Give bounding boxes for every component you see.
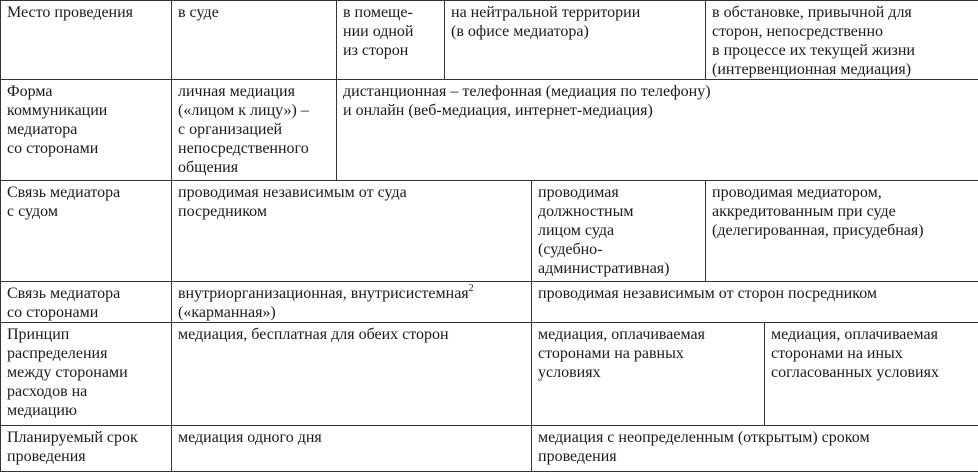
table-row-communication: [1, 80, 978, 181]
communication-personal: личная медиация («лицом к лицу») – с организацией непосредственного общения: [172, 80, 337, 181]
table-row-costs: [1, 323, 978, 426]
parties-link-internal: [172, 282, 532, 323]
parties-link-independent: проводимая независимым от сторон посредником: [532, 282, 978, 323]
table-row-duration: [1, 426, 978, 472]
parties-link-internal-text: внутриорганизационная, внутрисистемная: [178, 285, 469, 302]
row-label-communication: Форма коммуникации медиатора со сторонами: [1, 80, 172, 181]
costs-other: медиация, оплачиваемая сторонами на иных согласованных условиях: [765, 323, 978, 426]
communication-remote: дистанционная – телефонная (медиация по телефону) и онлайн (веб-медиация, интернет-медиация): [337, 80, 978, 181]
row-label-duration: Планируемый срок проведения: [1, 426, 172, 472]
court-link-accredited: проводимая медиатором, аккредитованным при суде (делегированная, присудебная): [706, 181, 978, 282]
place-party-premises: в помеще- нии одной из сторон: [337, 1, 445, 80]
row-label-place: Место проведения: [1, 1, 172, 80]
table-row-court-link: [1, 181, 978, 282]
duration-one-day: медиация одного дня: [172, 426, 532, 472]
parties-link-internal-tail: («карманная»): [178, 304, 276, 321]
costs-free: медиация, бесплатная для обеих сторон: [172, 323, 532, 426]
row-label-parties-link: Связь медиатора со сторонами: [1, 282, 172, 323]
costs-equal: медиация, оплачиваемая сторонами на равных условиях: [532, 323, 765, 426]
duration-open: медиация с неопределенным (открытым) сроком проведения: [532, 426, 978, 472]
table-row-place: [1, 1, 978, 80]
place-intervention: в обстановке, привычной для сторон, непосредственно в процессе их текущей жизни (интервенционная медиация): [706, 1, 978, 80]
place-neutral-territory: на нейтральной территории (в офисе медиатора): [445, 1, 706, 80]
court-link-court-official: проводимая должностным лицом суда (судебно- административная): [532, 181, 706, 282]
place-court: в суде: [172, 1, 337, 80]
court-link-independent: проводимая независимым от суда посредником: [172, 181, 532, 282]
row-label-costs: Принцип распределения между сторонами расходов на медиацию: [1, 323, 172, 426]
footnote-marker: 2: [469, 283, 474, 294]
row-label-court-link: Связь медиатора с судом: [1, 181, 172, 282]
table-row-parties-link: [1, 282, 978, 323]
